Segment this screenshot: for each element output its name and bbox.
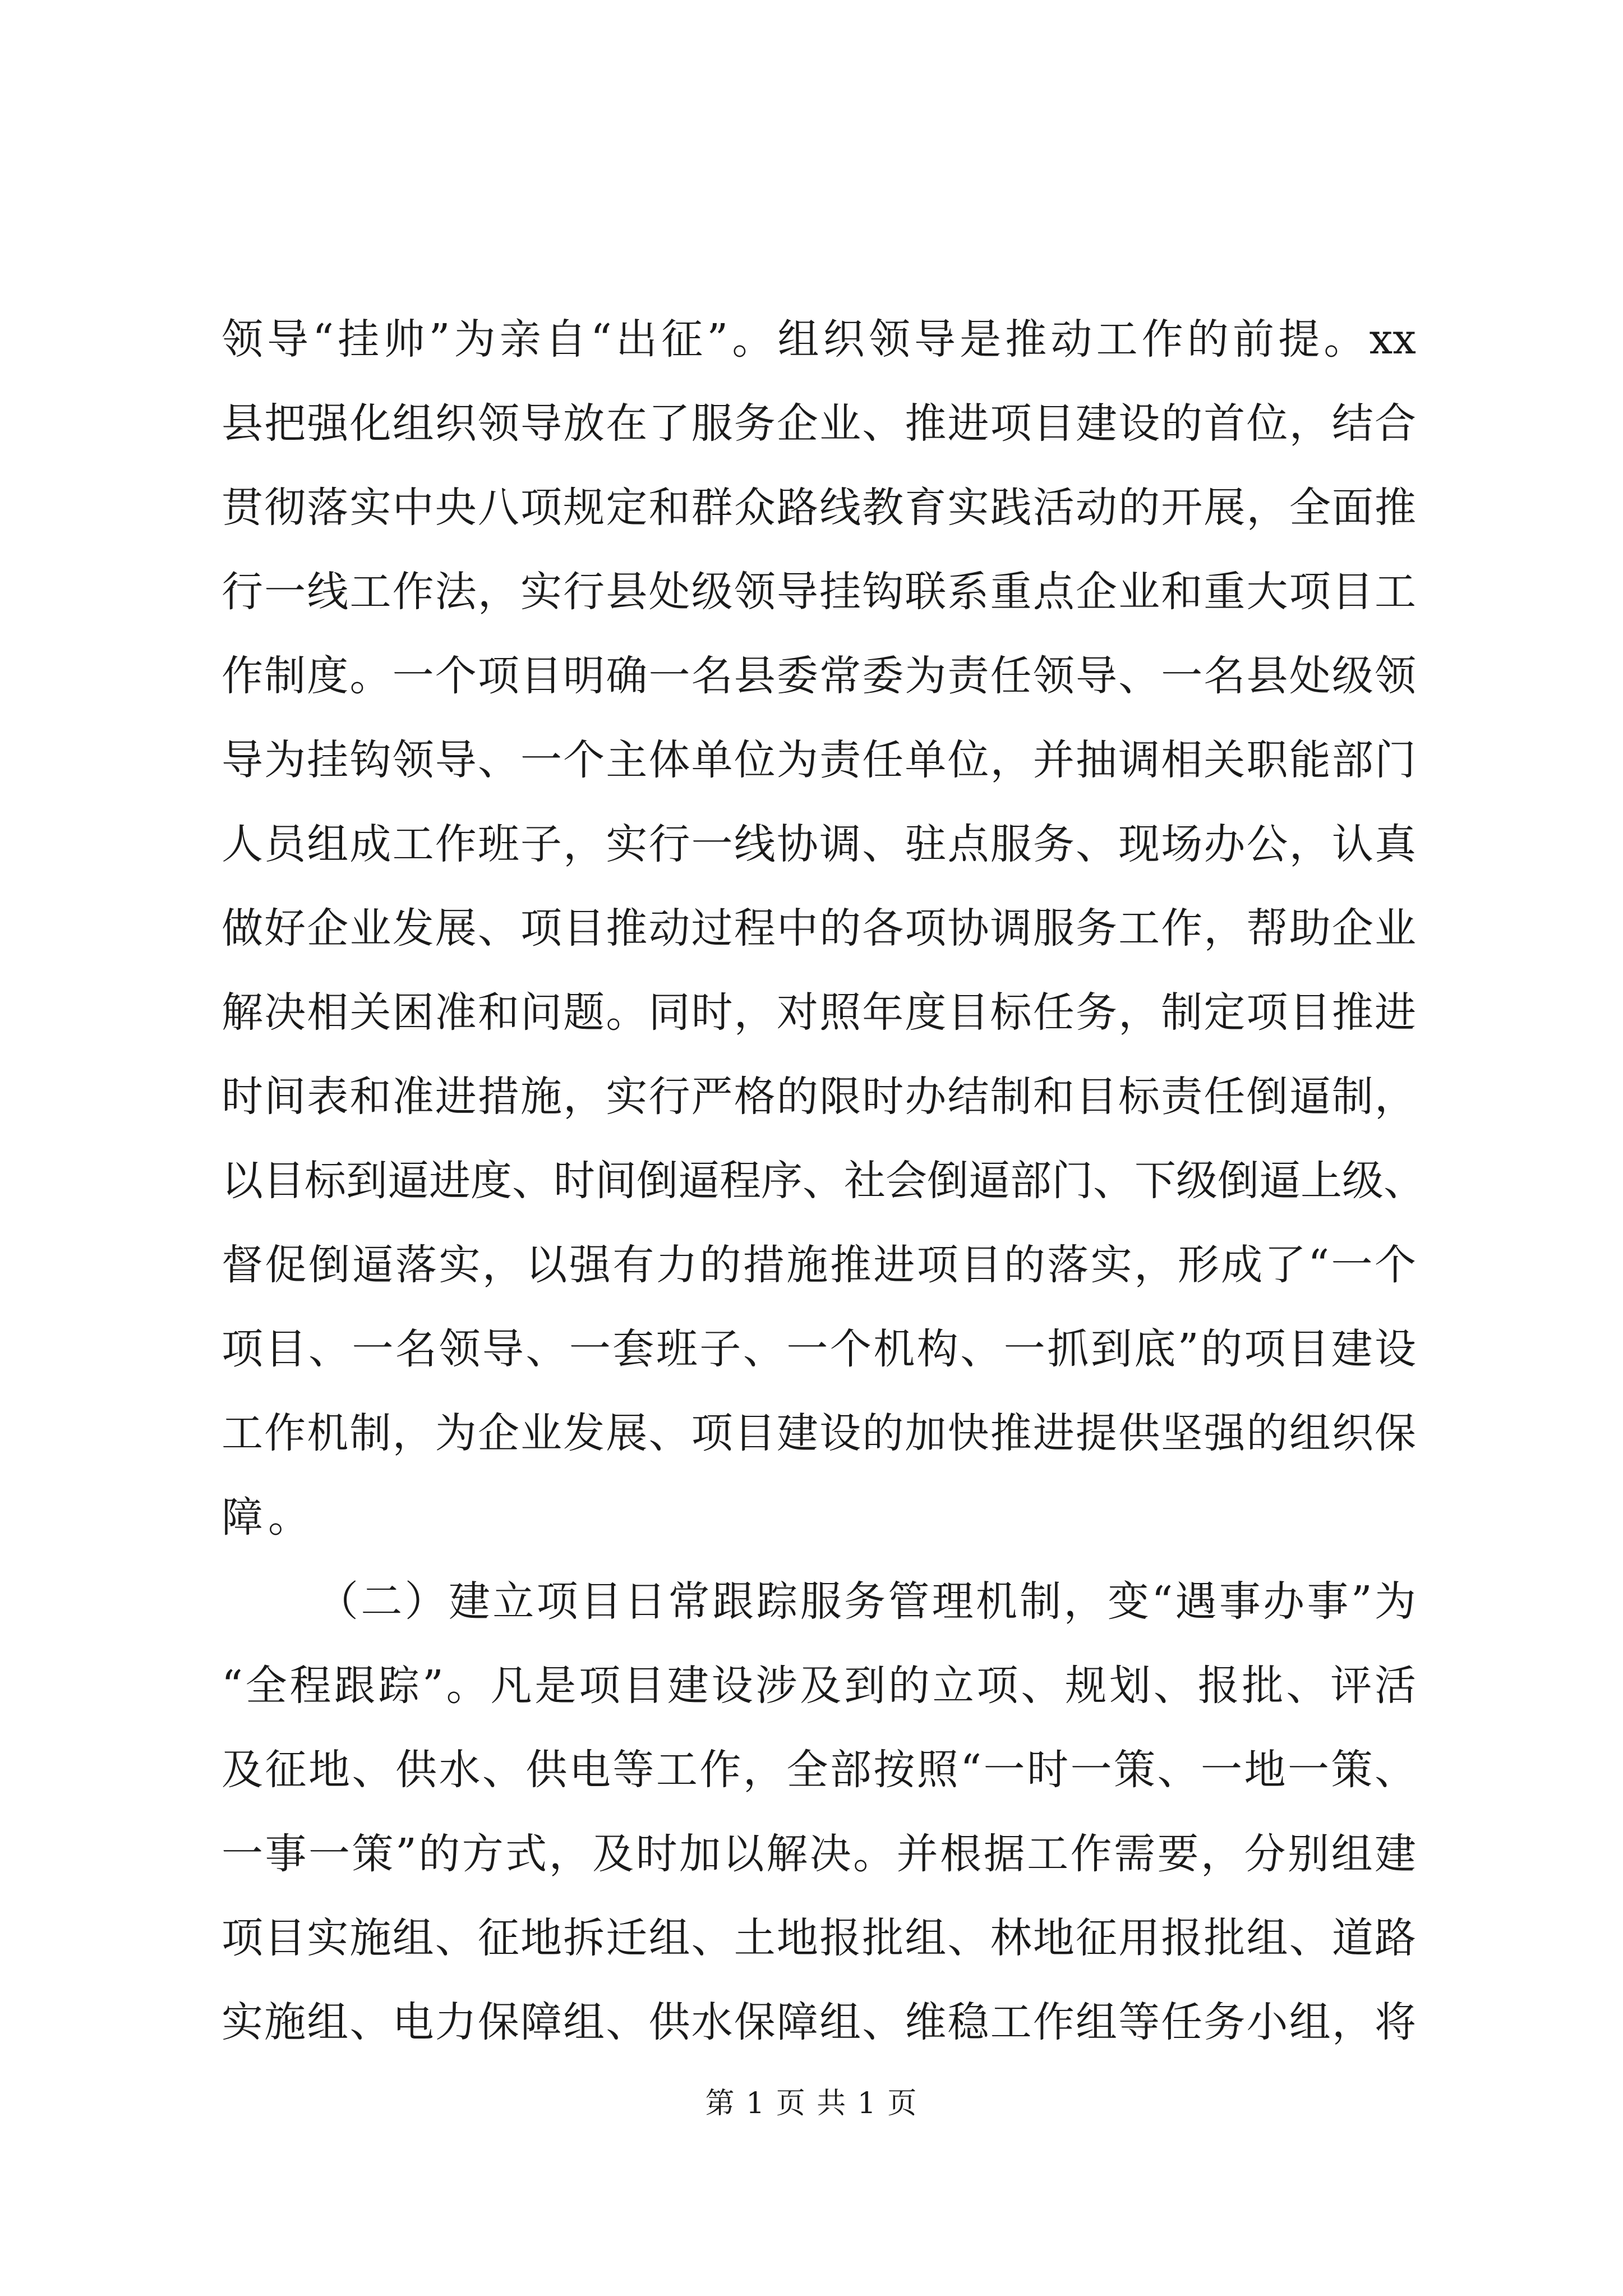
text-line: “全程跟踪”。凡是项目建设涉及到的立项、规划、报批、评活 bbox=[222, 1662, 1416, 1710]
text-line: 督促倒逼落实，以强有力的措施推进项目的落实，形成了“一个 bbox=[222, 1241, 1416, 1289]
text-line: 行一线工作法，实行县处级领导挂钩联系重点企业和重大项目工 bbox=[222, 568, 1416, 616]
text-line: 项目实施组、征地拆迁组、土地报批组、林地征用报批组、道路 bbox=[222, 1914, 1416, 1962]
text-line: 工作机制，为企业发展、项目建设的加快推进提供坚强的组织保 bbox=[222, 1409, 1416, 1457]
text-line: 贯彻落实中央八项规定和群众路线教育实践活动的开展，全面推 bbox=[222, 484, 1416, 532]
text-line: 县把强化组织领导放在了服务企业、推进项目建设的首位，结合 bbox=[222, 399, 1416, 448]
text-line: 项目、一名领导、一套班子、一个机构、一抓到底”的项目建设 bbox=[222, 1325, 1416, 1373]
text-line: 以目标到逼进度、时间倒逼程序、社会倒逼部门、下级倒逼上级、 bbox=[222, 1157, 1425, 1205]
text-line: 解决相关困准和问题。同时，对照年度目标任务，制定项目推进 bbox=[222, 988, 1416, 1037]
text-line: 人员组成工作班子，实行一线协调、驻点服务、现场办公，认真 bbox=[222, 820, 1416, 868]
text-line: 做好企业发展、项目推动过程中的各项协调服务工作，帮助企业 bbox=[222, 904, 1416, 953]
body-text bbox=[222, 297, 1425, 2064]
page-footer bbox=[0, 2081, 1623, 2126]
text-line: 作制度。一个项目明确一名县委常委为责任领导、一名县处级领 bbox=[222, 652, 1416, 700]
text-line: 领导“挂帅”为亲自“出征”。组织领导是推动工作的前提。xx bbox=[222, 315, 1416, 364]
text-line-indented: （二）建立项目日常跟踪服务管理机制，变“遇事办事”为 bbox=[317, 1577, 1416, 1626]
text-line: 障。 bbox=[222, 1493, 315, 1542]
text-line: 及征地、供水、供电等工作，全部按照“一时一策、一地一策、 bbox=[222, 1746, 1416, 1794]
text-line: 一事一策”的方式，及时加以解决。并根据工作需要，分别组建 bbox=[222, 1830, 1416, 1878]
text-line: 导为挂钩领导、一个主体单位为责任单位，并抽调相关职能部门 bbox=[222, 736, 1416, 784]
text-line: 时间表和准进措施，实行严格的限时办结制和目标责任倒逼制， bbox=[222, 1073, 1416, 1121]
page-number-label: 第 1 页 共 1 页 bbox=[705, 2087, 918, 2120]
text-line: 实施组、电力保障组、供水保障组、维稳工作组等任务小组，将 bbox=[222, 1998, 1416, 2046]
